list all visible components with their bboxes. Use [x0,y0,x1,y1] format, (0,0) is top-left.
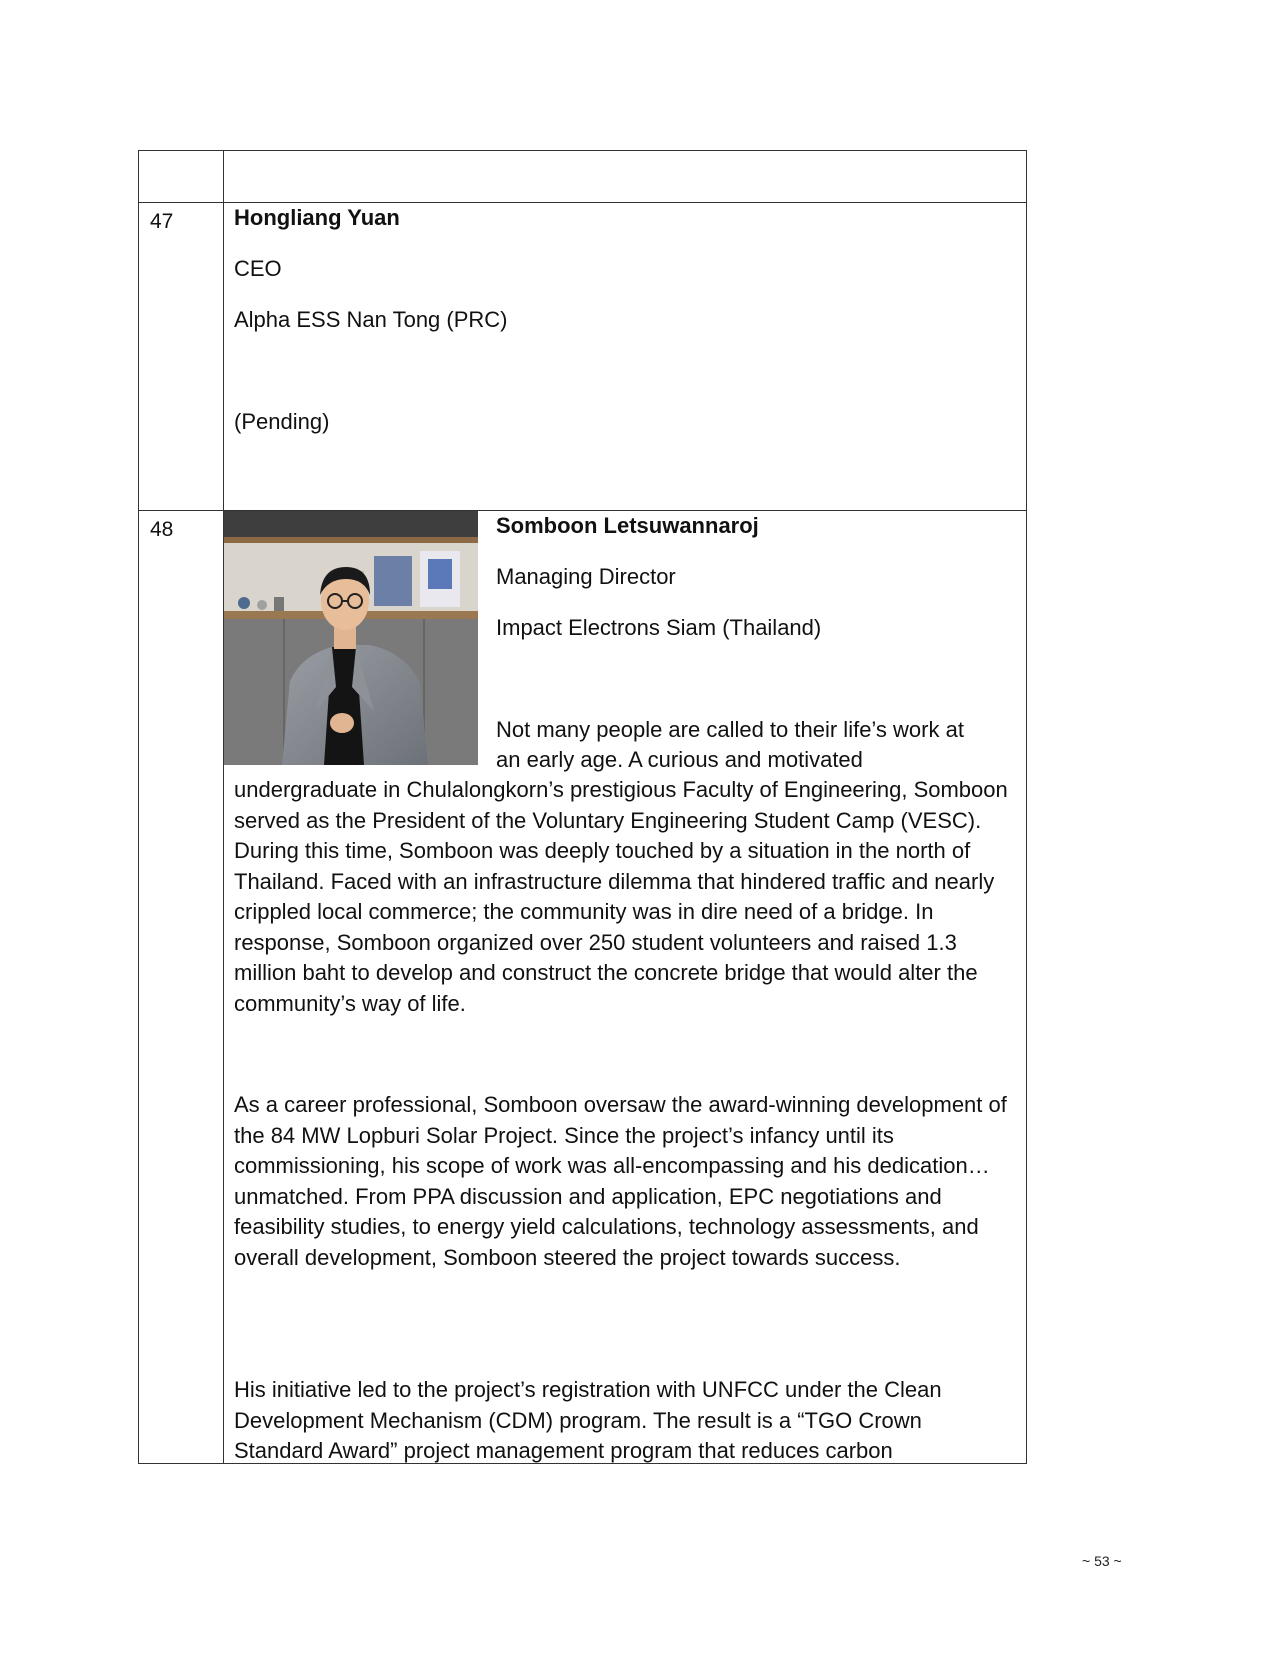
column-divider [223,150,224,1464]
entry-name: Somboon Letsuwannaroj [496,513,759,538]
bio-paragraph: As a career professional, Somboon oversaw the award-winning development of the 84 MW Lopburi Solar Project. Since the project’s infancy until its commissioning, his scope of work was all-encompassing and his dedication…unmatched. From PPA discussion and application, EPC negotiations and feasibility studies, to energy yield calculations, technology assessments, and overall development, Somboon steered the project towards success. [234,1092,1007,1270]
entry-title: CEO [234,256,282,281]
header-row-divider [138,202,1027,203]
entry-company: Alpha ESS Nan Tong (PRC) [234,307,508,332]
bio-paragraph: undergraduate in Chulalongkorn’s prestigious Faculty of Engineering, Somboon served as the President of the Voluntary Engineering Student Camp (VESC). During this time, Somboon was deeply touched by a situation in the north of Thailand. Faced with an infrastructure dilemma that hindered traffic and nearly crippled local commerce; the community was in dire need of a bridge. In response, Somboon organized over 250 student volunteers and raised 1.3 million baht to develop and construct the concrete bridge that would alter the community’s way of life. [234,777,1008,1016]
portrait-photo [224,511,478,765]
bio-paragraph: His initiative led to the project’s registration with UNFCC under the Clean Development Mechanism (CDM) program. The result is a “TGO Crown Standard Award” project management program that reduces carbon [234,1377,942,1463]
bio-intro-line: an early age. A curious and motivated [496,747,863,772]
entry-title: Managing Director [496,564,676,589]
entry-note: (Pending) [234,409,330,434]
entry-number: 48 [150,518,174,541]
bio-intro-line: Not many people are called to their life’s work at [496,717,964,742]
entry-number: 47 [150,210,174,233]
entry-name: Hongliang Yuan [234,205,400,230]
page-number: ~ 53 ~ [1082,1553,1122,1569]
portrait-photo-icon [224,511,478,765]
entry-company: Impact Electrons Siam (Thailand) [496,615,822,640]
